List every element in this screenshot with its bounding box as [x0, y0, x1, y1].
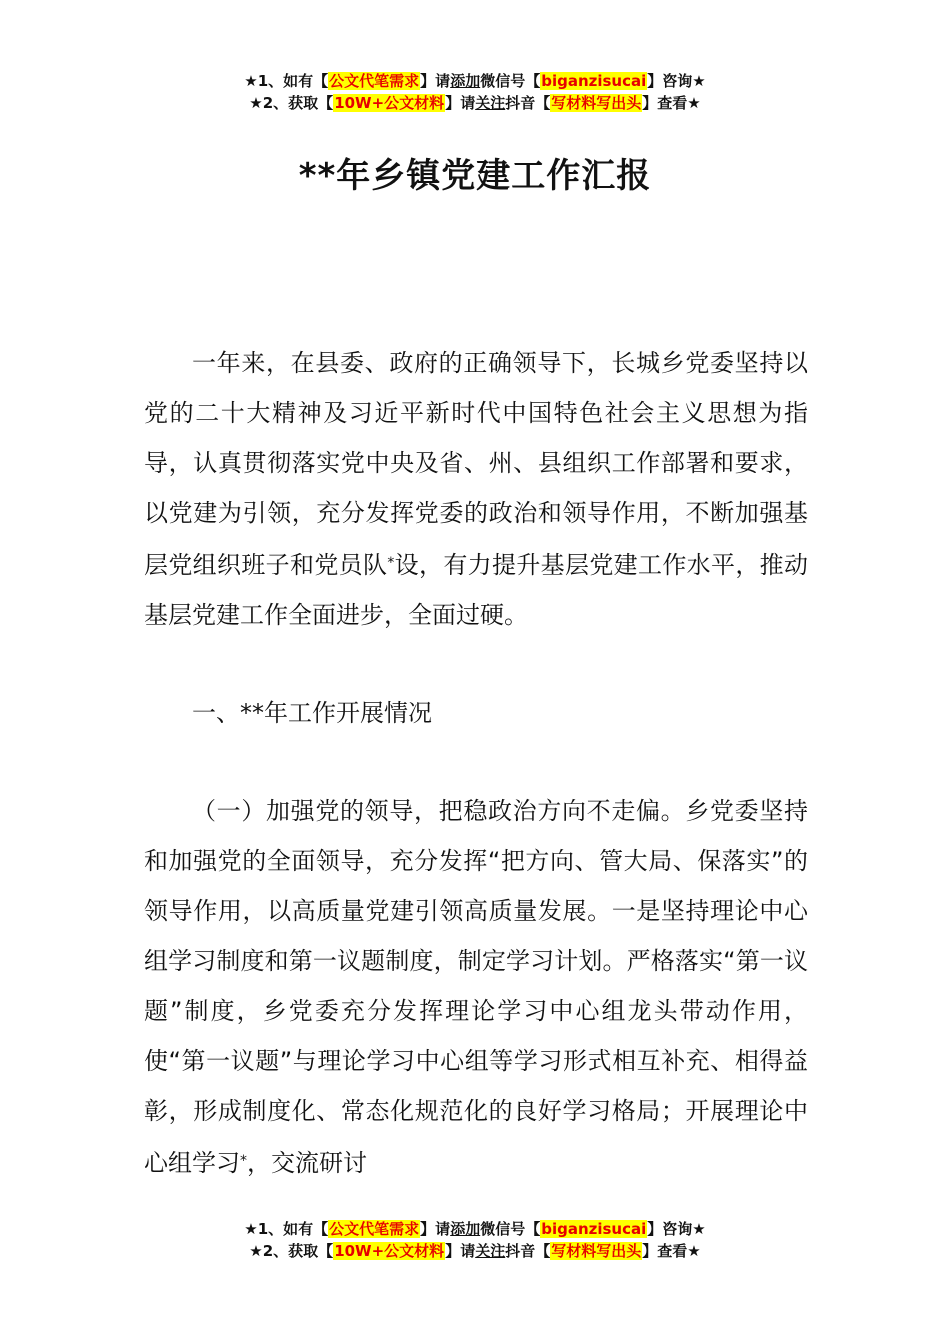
- banner-line-2: [0, 1240, 950, 1262]
- banner-text: ★2、获取【: [249, 1242, 334, 1260]
- banner-text: 】咨询★: [647, 72, 706, 90]
- banner-text: 】咨询★: [647, 1220, 706, 1238]
- banner-highlight: 公文代笔需求: [329, 1220, 420, 1238]
- banner-text: 】请: [445, 1242, 476, 1260]
- banner-text: ★1、如有【: [244, 1220, 329, 1238]
- banner-text: 微信号【: [480, 72, 541, 90]
- banner-text: 】查看★: [642, 1242, 701, 1260]
- redaction-mark: *: [387, 555, 395, 571]
- section-heading-text: 一、**年工作开展情况: [192, 699, 432, 727]
- banner-line-2: [0, 92, 950, 114]
- body-paragraph: [144, 786, 808, 1188]
- banner-highlight: 写材料写出头: [551, 94, 642, 112]
- banner-highlight: 写材料写出头: [551, 1242, 642, 1260]
- banner-text: 抖音【: [505, 94, 551, 112]
- banner-emphasis: 添加: [450, 72, 481, 90]
- banner-text: 】请: [445, 94, 476, 112]
- body-text-end: ，交流研讨: [247, 1149, 367, 1177]
- banner-highlight: 公文代笔需求: [329, 72, 420, 90]
- section-heading: [144, 688, 808, 738]
- intro-text: 一年来，在县委、政府的正确领导下，长城乡党委坚持以党的二十大精神及习近平新时代中国特色社会主义思想为指导，认真贯彻落实党中央及省、州、县组织工作部署和要求，以党建为引领，充分发挥党委的政治和领导作用，不断加强基层党组织班子和党员队: [144, 349, 808, 579]
- banner-emphasis: 添加: [450, 1220, 481, 1238]
- banner-text: 微信号【: [480, 1220, 541, 1238]
- banner-line-1: [0, 70, 950, 92]
- banner-highlight: biganzisucai: [541, 1220, 647, 1238]
- banner-text: ★2、获取【: [249, 94, 334, 112]
- intro-paragraph: [144, 338, 808, 640]
- banner-emphasis: 关注: [475, 1242, 506, 1260]
- banner-highlight: 10W+公文材料: [334, 94, 445, 112]
- banner-highlight: biganzisucai: [541, 72, 647, 90]
- banner-text: 】请: [420, 72, 451, 90]
- document-title: **年乡镇党建工作汇报: [298, 156, 652, 196]
- header-banner: [0, 70, 950, 114]
- banner-text: 抖音【: [505, 1242, 551, 1260]
- body-text: （一）加强党的领导，把稳政治方向不走偏。乡党委坚持和加强党的全面领导，充分发挥“把方向、管大局、保落实”的领导作用，以高质量党建引领高质量发展。一是坚持理论中心组学习制度和第一议题制度，制定学习计划。严格落实“第一议题”制度，乡党委充分发挥理论学习中心组龙头带动作用，使“第一议题”与理论学习中心组等学习形式相互补充、相得益彰，形成制度化、常态化规范化的良好学习格局；开展理论中心组学习: [144, 797, 808, 1177]
- redaction-mark: *: [240, 1153, 247, 1169]
- banner-text: 】请: [420, 1220, 451, 1238]
- banner-highlight: 10W+公文材料: [334, 1242, 445, 1260]
- banner-emphasis: 关注: [475, 94, 506, 112]
- intro-text-end: 设，有力提升基层党建工作水平，推动基层党建工作全面进步，全面过硬。: [144, 551, 809, 629]
- banner-text: 】查看★: [642, 94, 701, 112]
- footer-banner: [0, 1218, 950, 1262]
- banner-text: ★1、如有【: [244, 72, 329, 90]
- banner-line-1: [0, 1218, 950, 1240]
